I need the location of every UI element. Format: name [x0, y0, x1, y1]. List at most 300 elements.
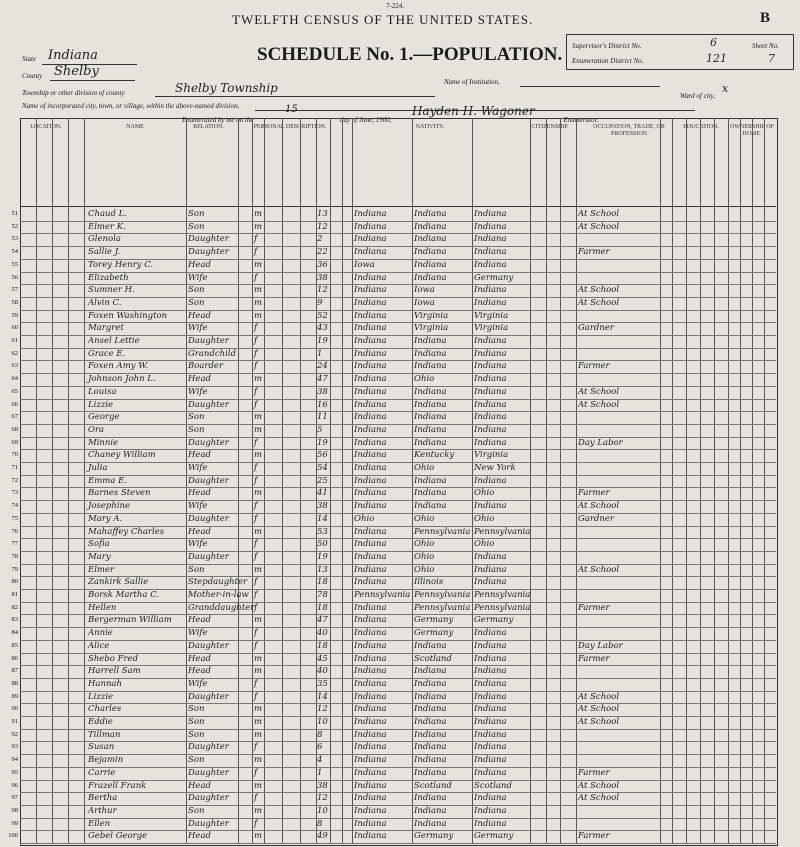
cell-father: Indiana [414, 221, 447, 232]
row-number: 88 [11, 679, 18, 687]
cell-mother: Indiana [474, 348, 507, 359]
row-number: 60 [11, 324, 18, 332]
cell-father: Indiana [414, 361, 447, 372]
cell-birth: Indiana [354, 285, 387, 296]
cell-birth: Indiana [354, 615, 387, 626]
ward-label: Ward of city, [680, 92, 716, 100]
cell-name: Ora [88, 424, 105, 435]
cell-age: 22 [317, 247, 328, 258]
cell-occ: At School [578, 297, 620, 308]
cell-occ: Day Labor [578, 640, 623, 651]
row-number: 57 [11, 286, 18, 294]
col-name: NAME [126, 124, 144, 130]
cell-name: Minnie [88, 437, 119, 448]
cell-age: 18 [317, 602, 328, 613]
cell-rel: Son [188, 424, 205, 435]
cell-mother: Indiana [474, 209, 507, 219]
cell-age: 16 [317, 399, 328, 410]
cell-name: Elmer [88, 564, 115, 575]
cell-sex: f [254, 247, 258, 258]
cell-age: 14 [317, 513, 328, 524]
cell-age: 1 [317, 348, 323, 359]
cell-mother: Indiana [474, 475, 507, 486]
cell-father: Pennsylvania [414, 526, 471, 537]
cell-father: Indiana [414, 475, 447, 486]
cell-mother: Indiana [474, 361, 507, 372]
census-title: TWELFTH CENSUS OF THE UNITED STATES. [232, 12, 534, 27]
col-occupation: OCCUPATION, TRADE, OR PROFESSION [593, 124, 665, 137]
cell-rel: Mother-in-law [188, 590, 249, 600]
cell-mother: Indiana [474, 234, 507, 245]
cell-birth: Indiana [354, 767, 387, 778]
cell-father: Ohio [414, 374, 435, 385]
cell-rel: Son [188, 805, 205, 816]
cell-sex: f [254, 361, 258, 372]
cell-name: Hellen [88, 602, 117, 613]
cell-name: Margret [88, 323, 124, 334]
cell-rel: Wife [188, 386, 208, 397]
cell-occ: Farmer [578, 361, 610, 372]
cell-mother: Indiana [474, 628, 507, 639]
cell-rel: Wife [188, 678, 208, 689]
cell-rel: Head [188, 653, 211, 664]
cell-mother: Indiana [474, 501, 507, 512]
cell-birth: Indiana [354, 831, 387, 842]
cell-sex: f [254, 348, 258, 359]
cell-father: Indiana [414, 678, 447, 689]
cell-sex: m [254, 666, 263, 677]
cell-birth: Indiana [354, 272, 387, 283]
cell-mother: Indiana [474, 704, 507, 715]
cell-age: 19 [317, 551, 328, 562]
row-number: 79 [11, 565, 18, 573]
cell-sex: m [254, 209, 263, 219]
cell-birth: Indiana [354, 666, 387, 677]
cell-mother: Indiana [474, 551, 507, 562]
row-number: 96 [11, 781, 18, 789]
cell-rel: Wife [188, 323, 208, 334]
schedule-letter: B [760, 10, 771, 26]
cell-birth: Indiana [354, 234, 387, 245]
enumeration-value: 121 [706, 52, 727, 65]
cell-sex: f [254, 602, 258, 613]
cell-name: Mary [88, 551, 111, 562]
cell-mother: Indiana [474, 374, 507, 385]
cell-occ: At School [578, 780, 620, 791]
row-number: 51 [11, 210, 18, 217]
cell-sex: f [254, 818, 258, 829]
cell-birth: Indiana [354, 221, 387, 232]
cell-occ: At School [578, 221, 620, 232]
cell-sex: f [254, 640, 258, 651]
cell-rel: Daughter [188, 513, 229, 524]
township-value: Shelby Township [175, 81, 278, 95]
cell-occ: Farmer [578, 831, 610, 842]
row-number: 76 [11, 527, 18, 535]
cell-age: 36 [317, 259, 328, 270]
row-number: 70 [11, 451, 18, 459]
cell-occ: At School [578, 691, 620, 702]
cell-mother: Indiana [474, 805, 507, 816]
cell-rel: Daughter [188, 336, 229, 346]
row-number: 66 [11, 400, 18, 408]
cell-age: 50 [317, 539, 328, 550]
cell-name: Zankirk Sallie [88, 577, 149, 588]
supervisor-label: Supervisor's District No. [572, 42, 642, 50]
cell-rel: Son [188, 564, 205, 575]
cell-age: 12 [317, 285, 328, 296]
cell-father: Germany [414, 628, 454, 639]
row-number: 68 [11, 425, 18, 433]
cell-sex: f [254, 437, 258, 448]
cell-birth: Indiana [354, 386, 387, 397]
cell-age: 12 [317, 221, 328, 232]
cell-mother: Indiana [474, 640, 507, 651]
cell-father: Indiana [414, 259, 447, 270]
cell-rel: Wife [188, 501, 208, 512]
cell-name: Chaney William [88, 450, 156, 461]
cell-mother: Indiana [474, 577, 507, 588]
enumerated-label: Enumerated by me on the [182, 116, 254, 124]
cell-mother: Pennsylvania [474, 526, 531, 537]
cell-age: 47 [317, 615, 328, 626]
cell-name: Frazell Frank [88, 780, 147, 791]
cell-birth: Indiana [354, 526, 387, 537]
cell-age: 38 [317, 272, 328, 283]
cell-name: Harrell Sam [88, 666, 141, 677]
row-number: 92 [11, 730, 18, 738]
cell-mother: Indiana [474, 247, 507, 258]
cell-birth: Indiana [354, 437, 387, 448]
row-number: 83 [11, 616, 18, 624]
cell-name: Elizabeth [88, 272, 129, 283]
cell-mother: Indiana [474, 297, 507, 308]
cell-occ: At School [578, 501, 620, 512]
cell-birth: Indiana [354, 475, 387, 486]
cell-rel: Head [188, 488, 211, 499]
cell-birth: Indiana [354, 755, 387, 766]
cell-sex: f [254, 475, 258, 486]
row-number: 67 [11, 413, 18, 421]
cell-rel: Daughter [188, 247, 229, 258]
cell-sex: m [254, 450, 263, 461]
cell-mother: New York [474, 463, 516, 473]
cell-age: 8 [317, 729, 323, 740]
cell-name: Mary A. [88, 513, 123, 524]
cell-name: Susan [88, 742, 115, 753]
cell-sex: m [254, 310, 263, 321]
row-number: 84 [11, 629, 18, 637]
cell-name: Johnson John L. [88, 374, 156, 385]
cell-rel: Head [188, 374, 211, 385]
row-number: 56 [11, 273, 18, 281]
cell-sex: f [254, 742, 258, 753]
row-number: 93 [11, 743, 18, 751]
row-number: 78 [11, 552, 18, 560]
state-label: State [22, 55, 36, 63]
cell-rel: Wife [188, 272, 208, 283]
cell-name: Lizzie [88, 691, 114, 702]
cell-father: Virginia [414, 310, 449, 321]
cell-birth: Indiana [354, 742, 387, 753]
cell-name: Ellen [88, 818, 111, 829]
cell-father: Indiana [414, 691, 447, 702]
cell-sex: f [254, 577, 258, 588]
cell-sex: m [254, 412, 263, 423]
cell-rel: Son [188, 285, 205, 296]
cell-birth: Indiana [354, 247, 387, 258]
cell-mother: Indiana [474, 818, 507, 829]
cell-mother: Indiana [474, 564, 507, 575]
cell-mother: Indiana [474, 742, 507, 753]
cell-mother: Ohio [474, 513, 495, 524]
cell-rel: Son [188, 209, 205, 219]
cell-age: 53 [317, 526, 328, 537]
cell-birth: Indiana [354, 653, 387, 664]
cell-mother: Indiana [474, 399, 507, 410]
row-number: 54 [11, 248, 18, 256]
township-label: Township or other division of county [22, 89, 125, 97]
cell-age: 1 [317, 767, 323, 778]
cell-sex: f [254, 691, 258, 702]
cell-birth: Indiana [354, 323, 387, 334]
cell-father: Pennsylvania [414, 602, 471, 613]
cell-sex: m [254, 717, 263, 727]
cell-occ: Farmer [578, 767, 610, 778]
row-number: 80 [11, 578, 18, 586]
row-number: 90 [11, 705, 18, 713]
cell-mother: Indiana [474, 653, 507, 664]
cell-rel: Daughter [188, 793, 229, 804]
cell-rel: Son [188, 755, 205, 766]
cell-rel: Daughter [188, 437, 229, 448]
cell-sex: f [254, 628, 258, 639]
cell-sex: m [254, 805, 263, 816]
cell-birth: Indiana [354, 348, 387, 359]
cell-age: 78 [317, 590, 328, 600]
cell-sex: m [254, 424, 263, 435]
cell-sex: m [254, 780, 263, 791]
cell-rel: Grandchild [188, 348, 236, 359]
cell-mother: Virginia [474, 450, 509, 461]
cell-birth: Indiana [354, 818, 387, 829]
cell-name: Chaud L. [88, 209, 128, 219]
cell-father: Indiana [414, 209, 447, 219]
cell-occ: At School [578, 399, 620, 410]
cell-rel: Son [188, 221, 205, 232]
cell-father: Indiana [414, 424, 447, 435]
cell-age: 10 [317, 717, 328, 727]
cell-age: 40 [317, 628, 328, 639]
cell-father: Kentucky [414, 450, 455, 461]
cell-age: 24 [317, 361, 328, 372]
sheet-value: 7 [768, 52, 775, 65]
row-number: 64 [11, 375, 18, 383]
cell-mother: Germany [474, 831, 514, 842]
incorporated-label: Name of incorporated city, town, or village, within the above-named division, [22, 102, 240, 110]
cell-age: 45 [317, 653, 328, 664]
cell-sex: f [254, 767, 258, 778]
row-number: 82 [11, 603, 18, 611]
cell-birth: Indiana [354, 640, 387, 651]
col-citizenship: CITIZENSHIP. [531, 124, 569, 130]
cell-father: Indiana [414, 666, 447, 677]
cell-father: Indiana [414, 247, 447, 258]
cell-name: Shebo Fred [88, 653, 139, 664]
cell-sex: f [254, 513, 258, 524]
col-personal: PERSONAL DESCRIPTION. [253, 124, 327, 130]
cell-name: Josephine [88, 501, 131, 512]
cell-birth: Indiana [354, 297, 387, 308]
cell-father: Indiana [414, 704, 447, 715]
cell-birth: Indiana [354, 628, 387, 639]
row-number: 59 [11, 311, 18, 319]
cell-mother: Ohio [474, 539, 495, 550]
cell-age: 10 [317, 805, 328, 816]
row-number: 81 [11, 591, 18, 598]
cell-birth: Indiana [354, 577, 387, 588]
cell-age: 35 [317, 678, 328, 689]
enumerator-value: Hayden H. Wagoner [412, 104, 535, 118]
ward-value: x [722, 82, 729, 95]
cell-father: Indiana [414, 386, 447, 397]
cell-mother: Indiana [474, 729, 507, 740]
cell-birth: Indiana [354, 361, 387, 372]
cell-rel: Daughter [188, 475, 229, 486]
cell-sex: m [254, 221, 263, 232]
cell-name: Hannah [88, 678, 122, 689]
cell-mother: Indiana [474, 221, 507, 232]
cell-age: 19 [317, 336, 328, 346]
cell-birth: Indiana [354, 551, 387, 562]
row-number: 77 [11, 540, 18, 548]
cell-birth: Indiana [354, 310, 387, 321]
row-number: 87 [11, 667, 18, 675]
row-number: 52 [11, 222, 18, 230]
cell-mother: Indiana [474, 336, 507, 346]
row-number: 62 [11, 349, 18, 357]
cell-birth: Indiana [354, 501, 387, 512]
cell-name: Elmer K. [88, 221, 126, 232]
cell-name: Borsk Martha C. [88, 590, 160, 600]
cell-sex: m [254, 285, 263, 296]
row-number: 63 [11, 362, 18, 370]
cell-sex: m [254, 297, 263, 308]
cell-occ: Farmer [578, 602, 610, 613]
cell-age: 12 [317, 704, 328, 715]
cell-father: Indiana [414, 488, 447, 499]
cell-sex: m [254, 488, 263, 499]
cell-father: Indiana [414, 399, 447, 410]
row-number: 58 [11, 298, 18, 306]
cell-rel: Wife [188, 463, 208, 473]
cell-mother: Indiana [474, 437, 507, 448]
row-number: 72 [11, 476, 18, 484]
cell-rel: Son [188, 297, 205, 308]
cell-father: Iowa [414, 285, 435, 296]
institution-label: Name of Institution, [444, 78, 500, 86]
row-number: 86 [11, 654, 18, 662]
cell-name: Eddie [88, 717, 113, 727]
cell-mother: Indiana [474, 793, 507, 804]
cell-mother: Pennsylvania [474, 602, 531, 613]
row-number: 99 [11, 819, 18, 827]
cell-sex: m [254, 564, 263, 575]
cell-rel: Head [188, 831, 211, 842]
cell-mother: Indiana [474, 666, 507, 677]
row-number: 91 [11, 718, 18, 725]
cell-age: 8 [317, 818, 323, 829]
cell-age: 38 [317, 501, 328, 512]
cell-name: Barnes Steven [88, 488, 151, 499]
cell-occ: At School [578, 564, 620, 575]
cell-name: Alice [88, 640, 110, 651]
cell-name: Bejamin [88, 755, 124, 766]
cell-name: Julia [88, 463, 108, 473]
cell-occ: At School [578, 285, 620, 296]
cell-rel: Head [188, 666, 211, 677]
cell-sex: f [254, 234, 258, 245]
cell-name: George [88, 412, 120, 423]
cell-name: Bertha [88, 793, 118, 804]
row-number: 85 [11, 641, 18, 649]
cell-sex: f [254, 539, 258, 550]
cell-name: Sofia [88, 539, 110, 550]
cell-occ: At School [578, 386, 620, 397]
cell-rel: Granddaughter [188, 602, 255, 613]
cell-occ: Farmer [578, 653, 610, 664]
cell-age: 49 [317, 831, 328, 842]
cell-occ: At School [578, 209, 620, 219]
cell-sex: f [254, 399, 258, 410]
cell-occ: Gardner [578, 323, 614, 334]
cell-rel: Head [188, 526, 211, 537]
cell-age: 18 [317, 577, 328, 588]
cell-birth: Indiana [354, 336, 387, 346]
cell-age: 41 [317, 488, 328, 499]
row-number: 65 [11, 387, 18, 395]
col-nativity: NATIVITY. [415, 124, 445, 130]
cell-name: Gebel George [88, 831, 148, 842]
row-number: 61 [11, 337, 18, 344]
cell-age: 4 [317, 755, 323, 766]
cell-rel: Wife [188, 628, 208, 639]
cell-father: Iowa [414, 297, 435, 308]
cell-sex: m [254, 755, 263, 766]
cell-mother: Germany [474, 615, 514, 626]
cell-rel: Head [188, 780, 211, 791]
cell-mother: Scotland [474, 780, 512, 791]
cell-name: Arthur [88, 805, 117, 816]
cell-rel: Daughter [188, 234, 229, 245]
cell-age: 19 [317, 437, 328, 448]
cell-sex: f [254, 551, 258, 562]
row-number: 98 [11, 806, 18, 814]
cell-rel: Son [188, 412, 205, 423]
cell-name: Sallie J. [88, 247, 121, 258]
state-value: Indiana [48, 48, 98, 63]
cell-sex: m [254, 704, 263, 715]
cell-birth: Indiana [354, 780, 387, 791]
col-location: LOCATION. [30, 124, 62, 130]
cell-age: 43 [317, 323, 328, 334]
cell-birth: Indiana [354, 450, 387, 461]
cell-father: Virginia [414, 323, 449, 334]
cell-age: 12 [317, 793, 328, 804]
cell-rel: Daughter [188, 551, 229, 562]
cell-rel: Wife [188, 539, 208, 550]
cell-birth: Indiana [354, 399, 387, 410]
